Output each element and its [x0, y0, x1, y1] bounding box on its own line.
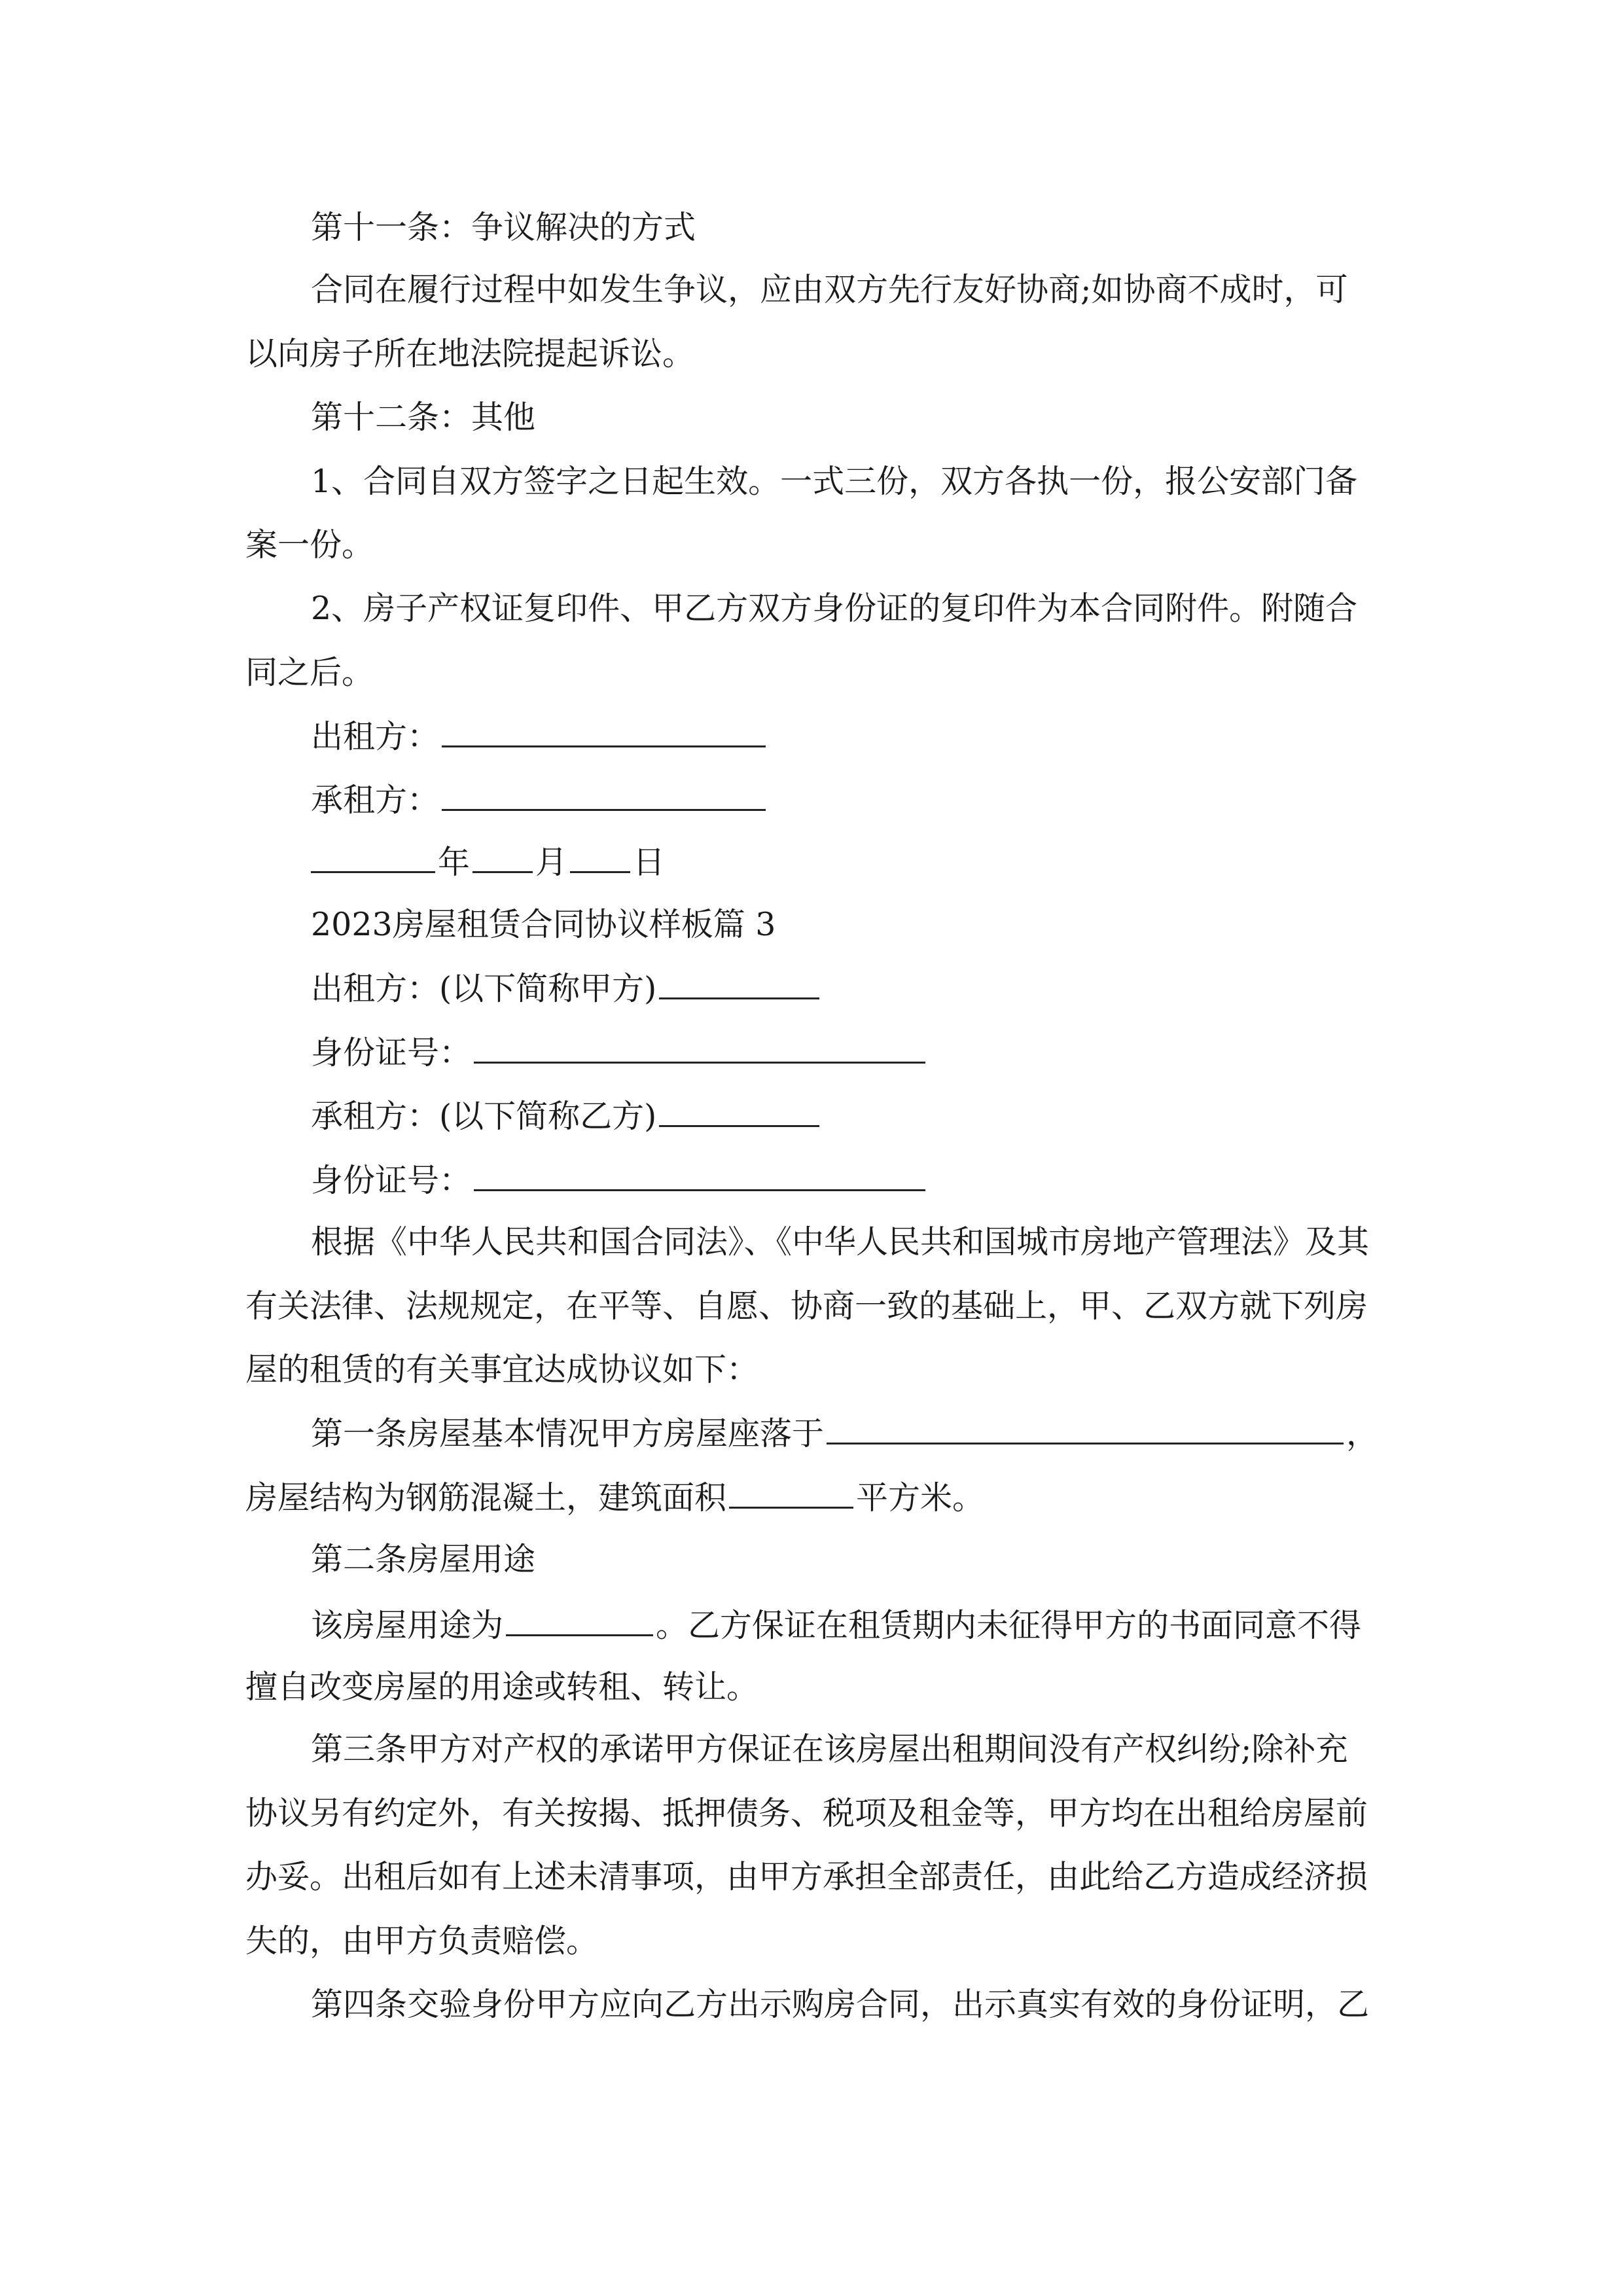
article-3-line-4: 失的，由甲方负责赔偿。: [245, 1922, 599, 1960]
article-12-title: 第十二条：其他: [311, 399, 536, 436]
article-2-usage-text: 。乙方保证在租赁期内未征得甲方的书面同意不得: [656, 1607, 1362, 1644]
article-3-line-2: 协议另有约定外，有关按揭、抵押债务、税项及租金等，甲方均在出租给房屋前: [245, 1795, 1368, 1832]
article-11-title: 第十一条：争议解决的方式: [311, 209, 696, 246]
section-3-title: 2023房屋租赁合同协议样板篇 3: [311, 906, 776, 943]
date-month-blank[interactable]: [473, 841, 533, 873]
party-b-id-blank[interactable]: [474, 1159, 925, 1191]
party-b-blank[interactable]: [659, 1095, 819, 1127]
date-day-blank[interactable]: [570, 841, 630, 873]
party-a-id-line: [311, 1031, 928, 1073]
lessee-label: 承租方：: [311, 781, 440, 819]
article-4-line-1: 第四条交验身份甲方应向乙方出示购房合同，出示真实有效的身份证明，乙: [311, 1986, 1370, 2023]
article-2-title: 第二条房屋用途: [311, 1541, 536, 1578]
article-2-usage-label: 该房屋用途为: [311, 1607, 504, 1644]
party-b-id-label: 身份证号：: [311, 1162, 472, 1199]
article-1-structure-text: 房屋结构为钢筋混凝土，建筑面积: [245, 1479, 727, 1516]
article-2-line-2: 擅自改变房屋的用途或转租、转让。: [245, 1668, 759, 1706]
signature-date-line: [311, 841, 665, 882]
article-1-text: 第一条房屋基本情况甲方房屋座落于: [311, 1415, 825, 1452]
lessor-signature-blank[interactable]: [442, 715, 766, 747]
article-11-text-line-2: 以向房子所在地法院提起诉讼。: [245, 335, 695, 372]
party-a-blank[interactable]: [659, 967, 819, 999]
article-2-line-1: [311, 1604, 1361, 1645]
party-a-id-blank[interactable]: [474, 1031, 925, 1064]
article-1-line-1: [311, 1412, 1378, 1454]
article-1-line-2: [245, 1477, 984, 1518]
party-a-line: [311, 967, 822, 1009]
date-day-label: 日: [633, 844, 666, 881]
floor-area-blank[interactable]: [729, 1477, 853, 1509]
article-1-comma: ，: [1346, 1415, 1379, 1452]
article-3-line-1: 第三条甲方对产权的承诺甲方保证在该房屋出租期间没有产权纠纷;除补充: [311, 1731, 1348, 1768]
usage-blank[interactable]: [506, 1604, 653, 1636]
basis-line-2: 有关法律、法规规定，在平等、自愿、协商一致的基础上，甲、乙双方就下列房: [245, 1287, 1368, 1325]
article-11-text-line-1: 合同在履行过程中如发生争议，应由双方先行友好协商;如协商不成时，可: [311, 271, 1348, 308]
article-12-item-2-line-2: 同之后。: [245, 654, 374, 691]
lessee-signature-line: [311, 779, 768, 820]
date-year-blank[interactable]: [311, 841, 435, 873]
article-12-item-1-line-2: 案一份。: [245, 526, 374, 564]
article-1-unit: 平方米。: [856, 1479, 985, 1516]
property-location-blank[interactable]: [827, 1412, 1344, 1444]
lessor-label: 出租方：: [311, 718, 440, 755]
basis-line-3: 屋的租赁的有关事宜达成协议如下：: [245, 1351, 759, 1388]
basis-line-1: 根据《中华人民共和国合同法》、《中华人民共和国城市房地产管理法》及其: [311, 1223, 1370, 1261]
party-a-label: 出租方：(以下简称甲方): [311, 970, 657, 1007]
article-12-item-1-line-1: 1、合同自双方签字之日起生效。一式三份，双方各执一份，报公安部门备: [311, 463, 1358, 500]
party-a-id-label: 身份证号：: [311, 1034, 472, 1071]
party-b-line: [311, 1095, 822, 1136]
article-3-line-3: 办妥。出租后如有上述未清事项，由甲方承担全部责任，由此给乙方造成经济损: [245, 1858, 1368, 1895]
lessor-signature-line: [311, 715, 768, 757]
party-b-id-line: [311, 1159, 928, 1200]
lessee-signature-blank[interactable]: [442, 779, 766, 811]
date-month-label: 月: [535, 844, 568, 881]
date-year-label: 年: [438, 844, 471, 881]
party-b-label: 承租方：(以下简称乙方): [311, 1098, 657, 1135]
article-12-item-2-line-1: 2、房子产权证复印件、甲乙方双方身份证的复印件为本合同附件。附随合: [311, 590, 1358, 627]
